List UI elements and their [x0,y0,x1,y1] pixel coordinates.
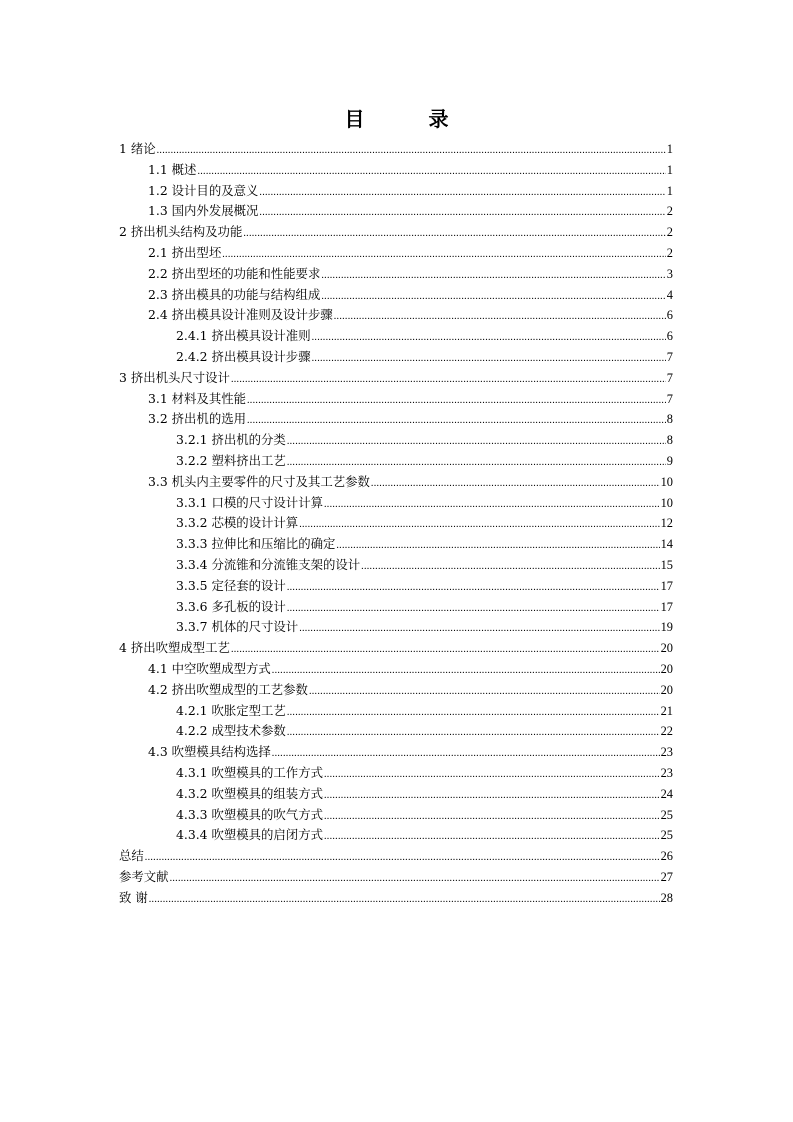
toc-entry-page-number: 7 [666,391,673,406]
toc-entry-page-number: 10 [660,495,673,510]
dot-leader [259,183,665,204]
dot-leader [170,869,660,890]
toc-entry-label: 4.2.2 成型技术参数 [176,723,286,739]
dot-leader [287,703,660,724]
dot-leader [247,391,666,412]
dot-leader [309,682,660,703]
toc-entry[interactable] [119,701,673,722]
toc-entry[interactable] [119,222,673,243]
toc-entry[interactable] [119,576,673,597]
toc-entry-label: 总结 [119,848,144,864]
toc-entry-page-number: 2 [666,225,673,240]
toc-entry-page-number: 20 [660,661,673,676]
toc-entry-page-number: 4 [666,287,673,302]
toc-entry-page-number: 23 [660,765,673,780]
dot-leader [259,203,665,224]
toc-entry-label: 1.2 设计目的及意义 [148,182,259,198]
dot-leader [149,890,660,911]
toc-entry-page-number: 27 [660,869,673,884]
dot-leader [299,619,659,640]
toc-entry-page-number: 15 [660,557,673,572]
toc-entry-page-number: 8 [666,412,673,427]
toc-entry-page-number: 7 [666,370,673,385]
toc-entry-page-number: 25 [660,807,673,822]
toc-entry-label: 3.1 材料及其性能 [148,390,246,406]
toc-entry-label: 2.2 挤出型坯的功能和性能要求 [148,265,321,281]
toc-entry-label: 4.1 中空吹塑成型方式 [148,660,271,676]
toc-entry-page-number: 26 [660,849,673,864]
toc-entry-label: 4.2.1 吹胀定型工艺 [176,702,286,718]
toc-entry-label: 3.3.3 拉伸比和压缩比的确定 [176,536,336,552]
toc-entry[interactable] [119,409,673,430]
toc-entry-page-number: 19 [660,620,673,635]
toc-entry-label: 3.3 机头内主要零件的尺寸及其工艺参数 [148,473,370,489]
toc-entry-page-number: 6 [666,308,673,323]
dot-leader [287,453,666,474]
toc-entry[interactable] [119,430,673,451]
toc-entry-label: 参考文献 [119,868,169,884]
toc-entry-label: 1.3 国内外发展概况 [148,203,259,219]
toc-entry-label: 2.4.1 挤出模具设计准则 [176,328,311,344]
dot-leader [371,474,660,495]
toc-entry-label: 3.3.1 口模的尺寸设计计算 [176,494,323,510]
toc-entry-page-number: 6 [666,329,673,344]
dot-leader [324,765,660,786]
toc-entry-label: 3.2.2 塑料挤出工艺 [176,452,286,468]
toc-entry[interactable] [119,597,673,618]
dot-leader [243,224,665,245]
toc-entry-label: 2.1 挤出型坯 [148,244,222,260]
toc-entry-label: 3.3.2 芯模的设计计算 [176,515,299,531]
dot-leader [324,495,660,516]
toc-entry-page-number: 28 [660,890,673,905]
toc-entry-label: 4.3.1 吹塑模具的工作方式 [176,764,323,780]
table-of-contents [119,139,673,908]
toc-entry[interactable] [119,368,673,389]
dot-leader [287,578,660,599]
toc-entry-label: 1 绪论 [119,141,156,156]
dot-leader [287,599,660,620]
toc-entry[interactable] [119,493,673,514]
dot-leader [157,141,666,162]
toc-entry-page-number: 1 [666,142,673,156]
toc-entry[interactable] [119,472,673,493]
toc-entry[interactable] [119,389,673,410]
toc-entry-page-number: 20 [660,641,673,656]
toc-entry-page-number: 2 [666,204,673,219]
toc-entry[interactable] [119,264,673,285]
toc-entry-page-number: 1 [666,183,673,198]
toc-entry[interactable] [119,451,673,472]
toc-entry[interactable] [119,160,673,181]
toc-entry-label: 4 挤出吹塑成型工艺 [119,640,230,656]
dot-leader [287,432,666,453]
toc-entry-page-number: 17 [660,578,673,593]
toc-entry[interactable] [119,347,673,368]
toc-entry[interactable] [119,680,673,701]
dot-leader [321,266,665,287]
dot-leader [312,328,666,349]
toc-title: 目 录 [344,107,471,131]
toc-entry[interactable] [119,181,673,202]
dot-leader [197,162,665,183]
toc-entry-label: 4.2 挤出吹塑成型的工艺参数 [148,681,308,697]
toc-entry[interactable] [119,784,673,805]
toc-entry[interactable] [119,867,673,888]
toc-entry-label: 3.3.4 分流锥和分流锥支架的设计 [176,556,361,572]
toc-entry-label: 3.3.6 多孔板的设计 [176,598,286,614]
dot-leader [231,640,660,661]
toc-entry-label: 4.3.3 吹塑模具的吹气方式 [176,806,323,822]
toc-entry-page-number: 20 [660,682,673,697]
dot-leader [324,786,660,807]
dot-leader [299,515,659,536]
toc-entry[interactable] [119,617,673,638]
toc-entry-label: 3.3.7 机体的尺寸设计 [176,619,299,635]
dot-leader [247,411,666,432]
toc-entry-page-number: 23 [660,745,673,760]
toc-entry-page-number: 12 [660,516,673,531]
dot-leader [272,661,660,682]
toc-entry[interactable] [119,201,673,222]
toc-entry-page-number: 1 [666,162,673,177]
toc-entry-label: 致 谢 [119,889,148,905]
toc-entry[interactable] [119,638,673,659]
toc-entry-page-number: 25 [660,828,673,843]
dot-leader [336,536,659,557]
toc-entry[interactable] [119,285,673,306]
dot-leader [272,744,660,765]
toc-entry-page-number: 2 [666,245,673,260]
toc-entry[interactable] [119,534,673,555]
dot-leader [145,848,660,869]
toc-entry[interactable] [119,805,673,826]
toc-entry-label: 4.3 吹塑模具结构选择 [148,744,271,760]
toc-entry-label: 2.3 挤出模具的功能与结构组成 [148,286,321,302]
toc-entry[interactable] [119,513,673,534]
toc-entry-page-number: 7 [666,349,673,364]
toc-entry-label: 4.3.4 吹塑模具的启闭方式 [176,827,323,843]
toc-entry[interactable] [119,742,673,763]
toc-entry-page-number: 17 [660,599,673,614]
toc-entry-page-number: 9 [666,453,673,468]
toc-entry-label: 3.2 挤出机的选用 [148,411,246,427]
toc-entry-page-number: 3 [666,266,673,281]
dot-leader [287,723,660,744]
toc-entry[interactable] [119,721,673,742]
toc-entry[interactable] [119,139,673,160]
toc-entry[interactable] [119,659,673,680]
toc-entry-label: 3 挤出机头尺寸设计 [119,369,230,385]
toc-entry-label: 1.1 概述 [148,161,197,177]
dot-leader [324,827,660,848]
toc-entry-label: 2.4 挤出模具设计准则及设计步骤 [148,307,333,323]
toc-entry-page-number: 8 [666,433,673,448]
toc-entry-page-number: 22 [660,724,673,739]
toc-entry-page-number: 14 [660,537,673,552]
toc-entry-label: 4.3.2 吹塑模具的组装方式 [176,785,323,801]
toc-entry-page-number: 24 [660,786,673,801]
toc-entry-label: 3.2.1 挤出机的分类 [176,432,286,448]
toc-entry[interactable] [119,555,673,576]
toc-entry[interactable] [119,243,673,264]
dot-leader [324,807,660,828]
toc-entry-label: 2.4.2 挤出模具设计步骤 [176,348,311,364]
toc-entry-page-number: 21 [660,703,673,718]
toc-entry[interactable] [119,305,673,326]
dot-leader [321,287,665,308]
dot-leader [231,370,666,391]
toc-entry[interactable] [119,825,673,846]
toc-entry-page-number: 10 [660,474,673,489]
toc-entry[interactable] [119,846,673,867]
dot-leader [334,307,666,328]
toc-entry[interactable] [119,763,673,784]
dot-leader [222,245,666,266]
dot-leader [361,557,659,578]
toc-entry-label: 2 挤出机头结构及功能 [119,224,243,240]
toc-entry-label: 3.3.5 定径套的设计 [176,577,286,593]
toc-entry[interactable] [119,326,673,347]
dot-leader [312,349,666,370]
toc-entry[interactable] [119,888,673,909]
